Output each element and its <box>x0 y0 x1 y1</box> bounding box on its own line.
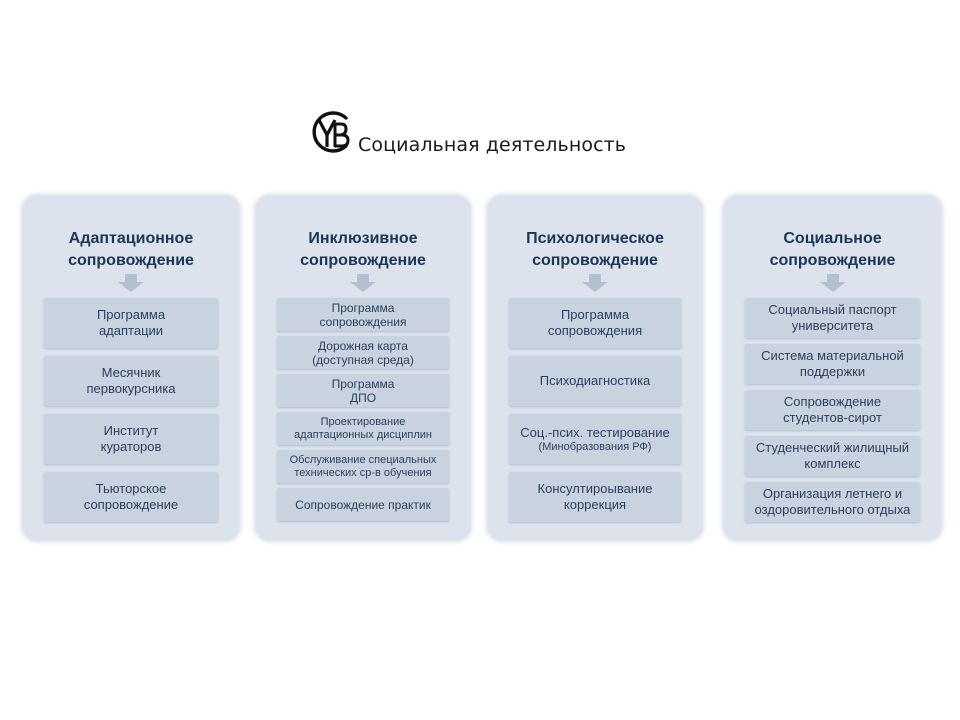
column-adaptation <box>23 196 239 540</box>
list-item: Программа сопровождения <box>509 298 681 348</box>
list-item: Дорожная карта (доступная среда) <box>277 336 449 369</box>
list-item: Система материальной поддержки <box>745 344 920 384</box>
list-item: Социальный паспорт университета <box>745 298 920 338</box>
list-item: Проектирование адаптационных дисциплин <box>277 412 449 445</box>
page-title: Социальная деятельность <box>358 134 627 156</box>
column-title: Социальное сопровождение <box>769 230 896 269</box>
list-item: Сопровождение студентов-сирот <box>745 390 920 430</box>
list-item: Сопровождение практик <box>277 488 449 521</box>
column-inclusive <box>256 196 470 540</box>
list-item: Программа адаптации <box>44 298 218 348</box>
down-arrow-icon <box>581 274 609 292</box>
list-item: Институт кураторов <box>44 414 218 464</box>
list-item: Студенческий жилищный комплекс <box>745 436 920 476</box>
down-arrow-icon <box>117 274 145 292</box>
list-item: Программа ДПО <box>277 374 449 407</box>
column-title: Инклюзивное сопровождение <box>300 230 426 269</box>
list-item: Соц.-псих. тестирование (Минобразования РФ) <box>509 414 681 464</box>
list-item: Тьюторское сопровождение <box>44 472 218 522</box>
column-title: Психологическое сопровождение <box>526 230 664 269</box>
column-title: Адаптационное сопровождение <box>68 230 194 269</box>
down-arrow-icon <box>819 274 847 292</box>
list-item: Месячник первокурсника <box>44 356 218 406</box>
list-item: Консултироывание коррекция <box>509 472 681 522</box>
list-item: Психодиагностика <box>509 356 681 406</box>
down-arrow-icon <box>349 274 377 292</box>
list-item: Обслуживание специальных технических ср-в обучения <box>277 450 449 483</box>
column-psychological <box>488 196 702 540</box>
university-logo-icon <box>308 106 354 158</box>
list-item: Организация летнего и оздоровительного отдыха <box>745 482 920 522</box>
column-social <box>724 196 941 540</box>
list-item: Программа сопровождения <box>277 298 449 331</box>
